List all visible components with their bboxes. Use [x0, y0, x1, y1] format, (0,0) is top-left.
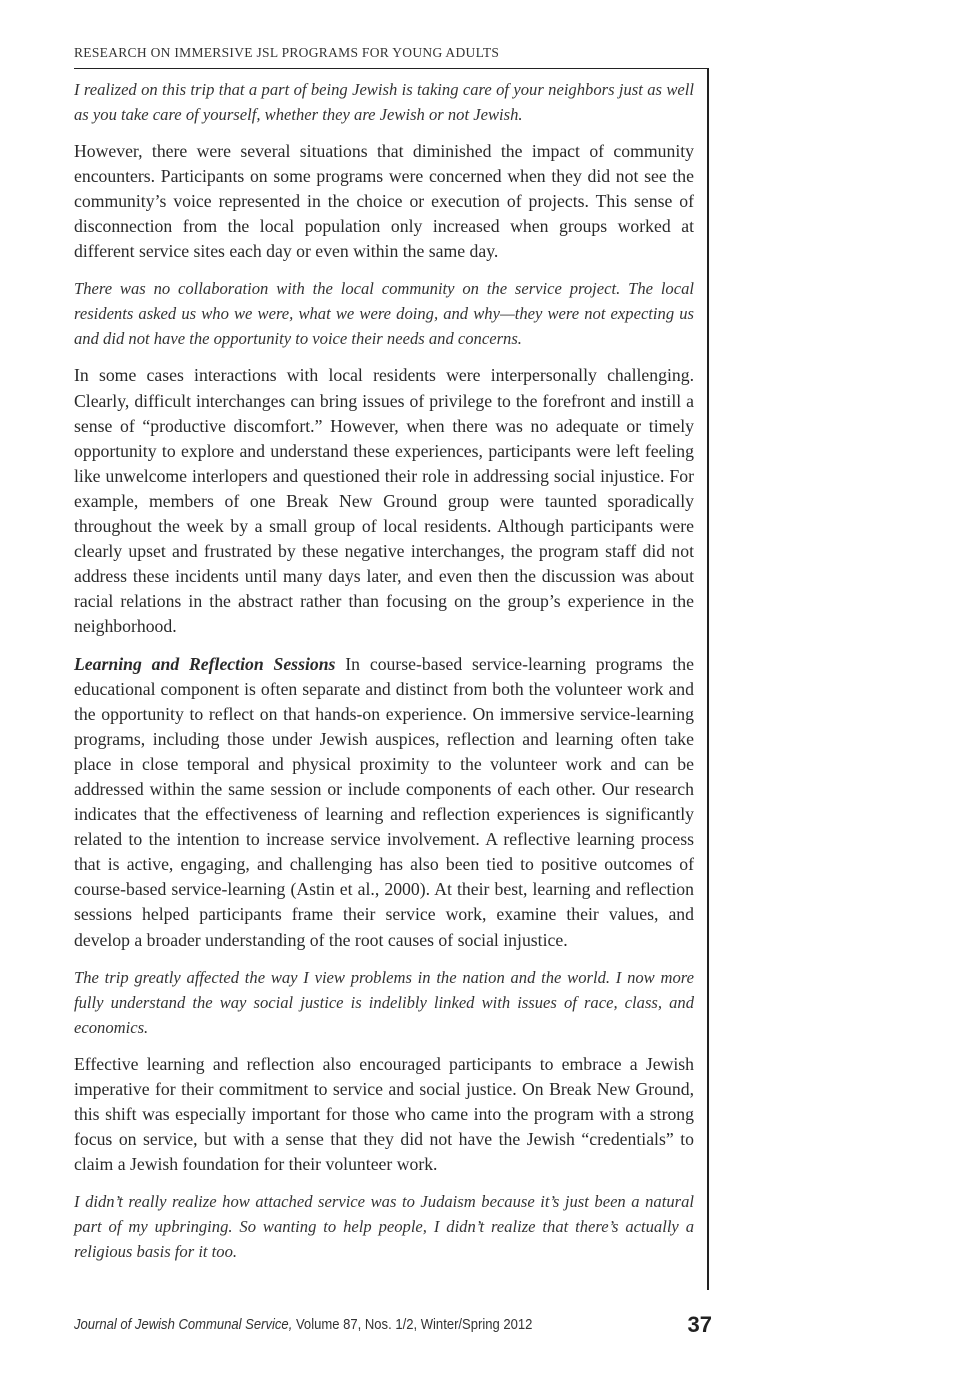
body-paragraph-1: However, there were several situations that diminished the impact of community encounters. Participants on some programs were concerned when they did not see the community’s voice represented in the choice or execution of projects. This sense of disconnection from the local population only increased when groups worked at different service sites each day or even within the same day.: [74, 141, 694, 262]
body-paragraph-2: In some cases interactions with local residents were interpersonally challenging. Clearly, difficult interchanges can bring issues of privilege to the forefront and instill a sense of “productive discomfort.” However, when there was no adequate or timely opportunity to explore and understand these experiences, participants were left feeling like unwelcome interlopers and questioned their role in addressing social injustice. For example, members of one Break New Ground group were taunted sporadically throughout the week by a small group of local residents. Although participants were clearly upset and frustrated by these negative interchanges, the program staff did not address these incidents until many days later, and even then the discussion was about racial relations in the abstract rather than focusing on the group’s experience in the neighborhood.: [74, 365, 694, 637]
body-paragraph-3-text: In course-based service-learning programs the educational component is often separate and distinct from both the volunteer work and the opportunity to reflect on that hands-on experience. On immersive service-learning programs, including those under Jewish auspices, reflection and learning often take place in close temporal and physical proximity to the volunteer work and can be addressed within the same session or include components of each other. Our research indicates that the effectiveness of learning and reflection experiences is significantly related to the intention to increase service involvement. A reflective learning process that is active, engaging, and challenging has also been tied to positive outcomes of course-based service-learning (Astin et al., 2000). At their best, learning and reflection sessions helped participants frame their service work, examine their values, and develop a broader understanding of the root causes of social injustice.: [74, 653, 695, 950]
participant-quote-2: There was no collaboration with the local community on the service project. The local residents asked us who we were, what we were doing, and why—they were not expecting us and did not have the opportunity to voice their needs and concerns.: [74, 279, 694, 349]
section-heading: Learning and Reflection Sessions: [74, 653, 336, 674]
header-rule: [74, 68, 708, 69]
participant-quote-4: I didn’t really realize how attached service was to Judaism because it’s just been a natural part of my upbringing. So wanting to help people, I didn’t realize that there’s actually a religious basis for it too.: [74, 1192, 694, 1262]
participant-quote-3: The trip greatly affected the way I view problems in the nation and the world. I now more fully understand the way social justice is indelibly linked with issues of race, class, and economics.: [74, 967, 694, 1037]
body-paragraph-4: Effective learning and reflection also encouraged participants to embrace a Jewish imperative for their commitment to service and social justice. On Break New Ground, this shift was especially important for those who came into the program with a strong focus on service, but with a sense that they did not have the Jewish “credentials” to claim a Jewish foundation for their volunteer work.: [74, 1053, 694, 1174]
footer-citation: [74, 1317, 532, 1333]
side-rule: [707, 68, 709, 1290]
page-number: 37: [687, 1312, 712, 1337]
participant-quote-1: I realized on this trip that a part of being Jewish is taking care of your neighbors just as well as you take care of yourself, whether they are Jewish or not Jewish.: [74, 80, 694, 124]
journal-name: Journal of Jewish Communal Service,: [74, 1317, 293, 1333]
body-paragraph-3: [74, 652, 694, 953]
article-body: [74, 77, 694, 1276]
running-head: RESEARCH ON IMMERSIVE JSL PROGRAMS FOR YOUNG ADULTS: [74, 45, 500, 60]
issue-info: Volume 87, Nos. 1/2, Winter/Spring 2012: [292, 1317, 533, 1333]
